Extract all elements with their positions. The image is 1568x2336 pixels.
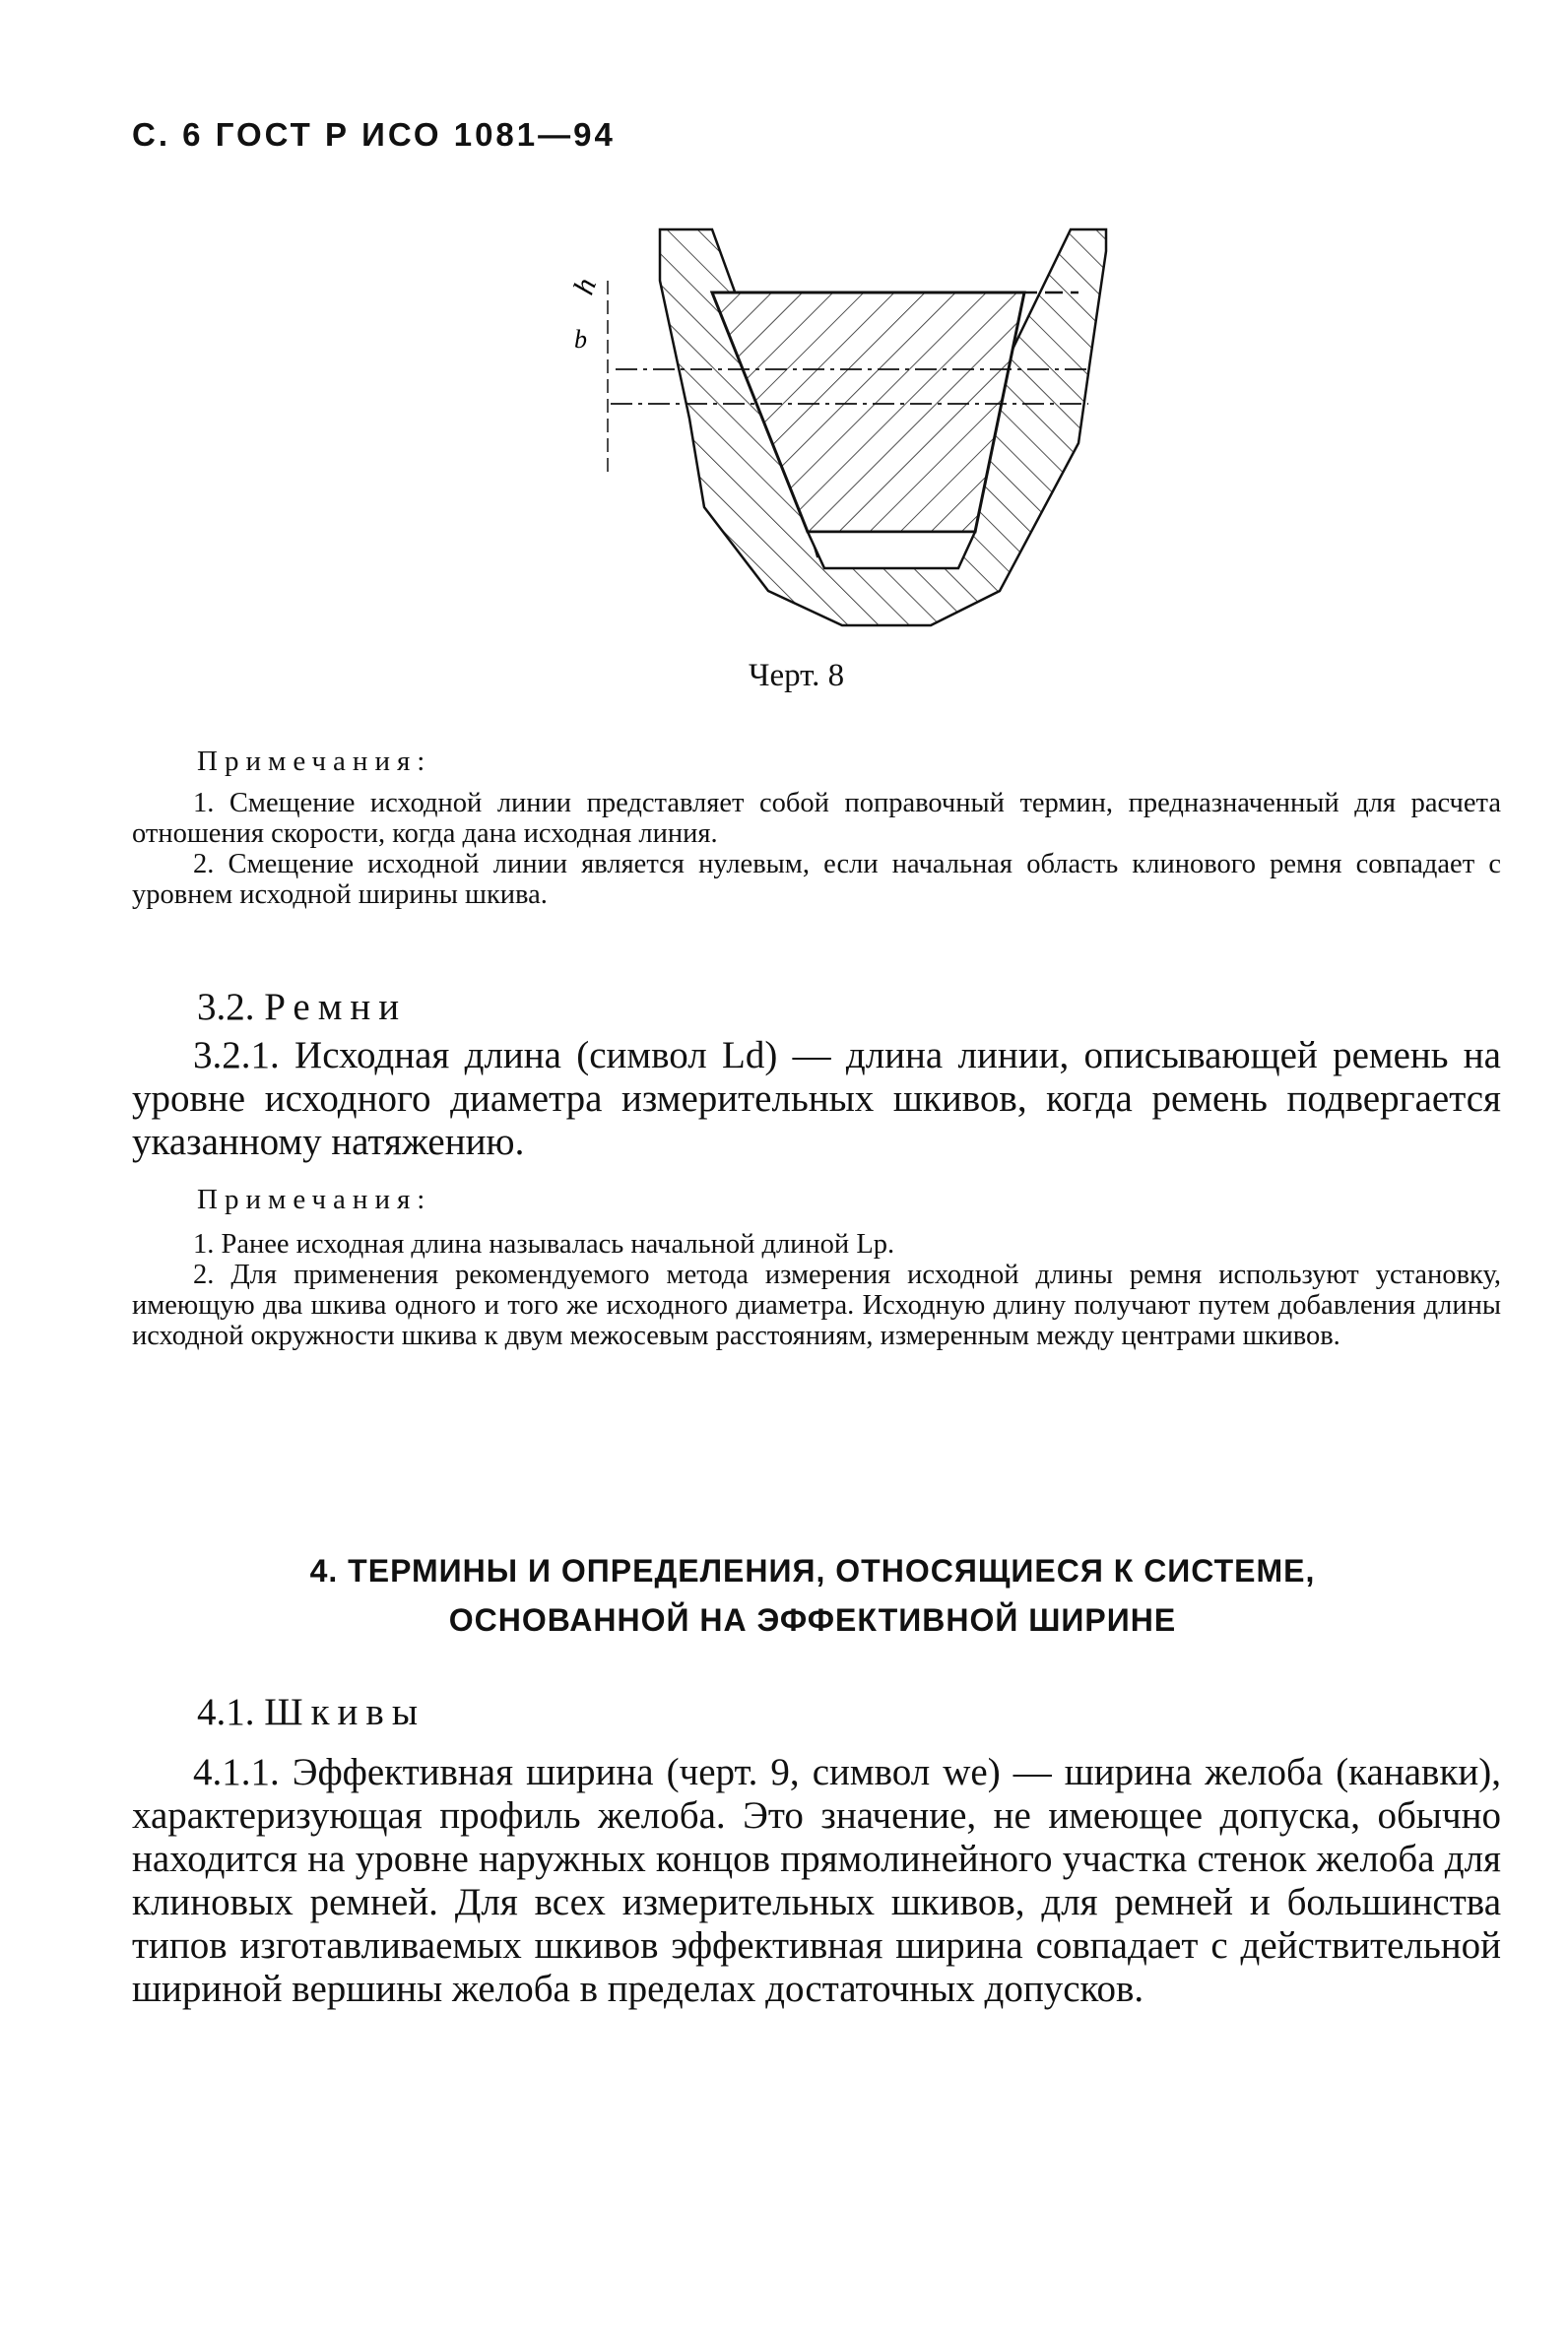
section-title: Ремни [264, 986, 408, 1028]
note-item: 1. Смещение исходной линии представляет собой поправочный термин, предназначенный для расчета отношения скорости, когда дана исходная линия. [132, 788, 1501, 849]
notes-heading-1: Примечания: [197, 746, 432, 777]
figure-caption: Черт. 8 [749, 658, 845, 693]
notes-heading-2: Примечания: [197, 1184, 432, 1215]
pulley-groove-drawing [566, 222, 1118, 655]
notes-block-1 [132, 788, 1501, 910]
section-4-heading-line1: 4. ТЕРМИНЫ И ОПРЕДЕЛЕНИЯ, ОТНОСЯЩИЕСЯ К СИСТЕМЕ, [309, 1553, 1316, 1589]
label-h: h [566, 274, 604, 299]
section-title: Шкивы [264, 1691, 426, 1733]
page-header: С. 6 ГОСТ Р ИСО 1081—94 [132, 116, 616, 153]
note-item: 2. Для применения рекомендуемого метода измерения исходной длины ремня используют установку, имеющую два шкива одного и того же исходного диаметра. Исходную длину получают путем добавления длины исходной окружности шкива к двум межосевым расстояниям, измеренным между центрами шкивов. [132, 1260, 1501, 1351]
section-number: 3.2. [197, 986, 255, 1028]
paragraph-3-2-1 [132, 1034, 1501, 1164]
section-4-heading-line2: ОСНОВАННОЙ НА ЭФФЕКТИВНОЙ ШИРИНЕ [448, 1602, 1177, 1638]
note-item: 1. Ранее исходная длина называлась начальной длиной Lp. [193, 1229, 895, 1260]
paragraph-4-1-1 [132, 1751, 1501, 2011]
section-4-1-heading [197, 1690, 425, 1734]
label-b: b [574, 325, 587, 354]
note-item: 2. Смещение исходной линии является нулевым, если начальная область клинового ремня совпадает с уровнем исходной ширины шкива. [132, 849, 1501, 910]
section-3-2-heading [197, 985, 407, 1029]
notes-block-2 [132, 1229, 1501, 1351]
paragraph-text: 4.1.1. Эффективная ширина (черт. 9, символ we) — ширина желоба (канавки), характеризующая профиль желоба. Это значение, не имеющее допуска, обычно находится на уровне наружных концов прямолинейного участка стенок желоба для клиновых ремней. Для всех измерительных шкивов, для ремней и большинства типов изготавливаемых шкивов эффективная ширина совпадает с действительной шириной вершины желоба в пределах достаточных допусков. [132, 1751, 1501, 2010]
paragraph-text: 3.2.1. Исходная длина (символ Ld) — длина линии, описывающей ремень на уровне исходного диаметра измерительных шкивов, когда ремень подвергается указанному натяжению. [132, 1034, 1501, 1163]
section-number: 4.1. [197, 1691, 255, 1733]
section-4-heading [128, 1546, 1497, 1645]
